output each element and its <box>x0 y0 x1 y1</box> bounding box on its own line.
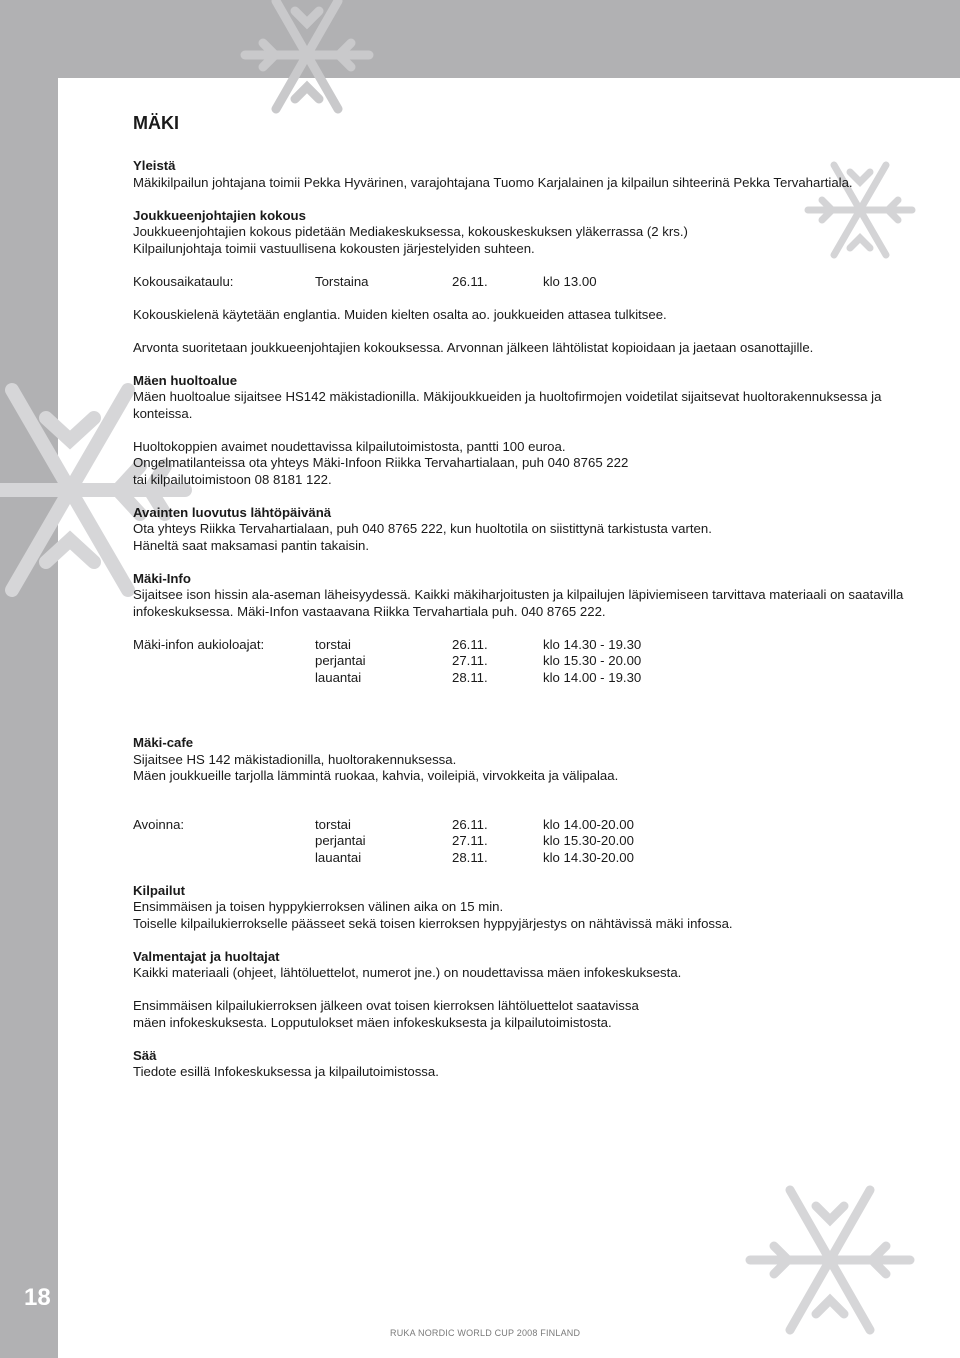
hours-time: klo 14.00 - 19.30 <box>543 669 642 685</box>
paragraph: Toiselle kilpailukierrokselle päässeet sekä toisen kierroksen hyppyjärjestys on nähtävissä mäki infossa. <box>133 915 733 931</box>
hours-day: torstai <box>315 816 351 832</box>
section-heading: Mäen huoltoalue <box>133 372 238 388</box>
section-heading: Sää <box>133 1047 157 1063</box>
schedule-date: 26.11. <box>452 273 488 289</box>
paragraph: Ota yhteys Riikka Tervahartialaan, puh 040 8765 222, kun huoltotila on siistittynä tarkistusta varten. <box>133 521 712 536</box>
paragraph: Kokouskielenä käytetään englantia. Muiden kielten osalta ao. joukkueiden attasea tulkitsee. <box>133 306 667 322</box>
schedule-label: Kokousaikataulu: <box>133 273 234 289</box>
language-note <box>133 307 913 324</box>
info-hours-table <box>133 637 913 687</box>
hours-day: lauantai <box>315 849 362 865</box>
paragraph: Häneltä saat maksamasi pantin takaisin. <box>133 537 370 553</box>
section-heading: Kilpailut <box>133 882 186 898</box>
hours-date: 26.11. <box>452 816 488 832</box>
section-heading: Yleistä <box>133 158 176 173</box>
section-saa <box>133 1048 913 1081</box>
section-yleista <box>133 158 913 191</box>
footer-text: RUKA NORDIC WORLD CUP 2008 FINLAND <box>390 1328 581 1338</box>
meeting-schedule <box>133 274 913 291</box>
table-row <box>133 670 913 687</box>
table-row <box>133 653 913 670</box>
section-kokous <box>133 208 913 258</box>
hours-day: perjantai <box>315 653 366 668</box>
section-makiinfo <box>133 571 913 621</box>
hours-day: lauantai <box>315 669 362 685</box>
section-avaimet <box>133 505 913 555</box>
table-row <box>133 817 913 834</box>
page-title: MÄKI <box>133 113 179 133</box>
hours-time: klo 14.30 - 19.30 <box>543 636 642 652</box>
hours-label: Mäki-infon aukioloajat: <box>133 636 265 652</box>
paragraph: Tiedote esillä Infokeskuksessa ja kilpailutoimistossa. <box>133 1064 439 1079</box>
hours-date: 27.11. <box>452 833 488 848</box>
paragraph: Kilpailunjohtaja toimii vastuullisena kokousten järjestelyiden suhteen. <box>133 240 535 256</box>
paragraph: Ongelmatilanteissa ota yhteys Mäki-Infoon Riikka Tervahartialaan, puh 040 8765 222 <box>133 455 629 470</box>
hours-date: 28.11. <box>452 849 488 865</box>
schedule-day: Torstaina <box>315 273 369 289</box>
draw-note <box>133 340 913 357</box>
section-heading: Joukkueenjohtajien kokous <box>133 207 306 223</box>
paragraph: Arvonta suoritetaan joukkueenjohtajien kokouksessa. Arvonnan jälkeen lähtölistat kopioidaan ja jaetaan osanottajille. <box>133 339 814 355</box>
paragraph: Huoltokoppien avaimet noudettavissa kilpailutoimistosta, pantti 100 euroa. <box>133 438 566 454</box>
hours-day: torstai <box>315 636 351 652</box>
section-heading: Mäki-cafe <box>133 735 194 750</box>
section-valmentajat <box>133 949 913 982</box>
keys-note <box>133 439 913 489</box>
section-kilpailut <box>133 883 913 933</box>
hours-day: perjantai <box>315 833 366 848</box>
hours-time: klo 15.30 - 20.00 <box>543 653 642 668</box>
section-heading: Avainten luovutus lähtöpäivänä <box>133 504 332 520</box>
cafe-hours-table <box>133 817 913 867</box>
section-heading: Valmentajat ja huoltajat <box>133 948 280 964</box>
paragraph: Mäen huoltoalue sijaitsee HS142 mäkistadionilla. Mäkijoukkueiden ja huoltofirmojen voidetilat sijaitsevat huoltorakennuksessa ja konteissa. <box>133 389 882 421</box>
page-number: 18 <box>24 1284 51 1311</box>
paragraph: Ensimmäisen kilpailukierroksen jälkeen ovat toisen kierroksen lähtöluettelot saatavissa <box>133 998 639 1013</box>
results-note <box>133 998 913 1031</box>
hours-date: 28.11. <box>452 669 488 685</box>
paragraph: mäen infokeskuksesta. Lopputulokset mäen infokeskuksesta ja kilpailutoimistosta. <box>133 1014 612 1030</box>
snowflake-icon <box>232 0 382 120</box>
table-row <box>133 637 913 654</box>
paragraph: tai kilpailutoimistoon 08 8181 122. <box>133 471 332 487</box>
paragraph: Mäen joukkueille tarjolla lämmintä ruokaa, kahvia, voileipiä, virvokkeita ja välipalaa. <box>133 768 619 783</box>
paragraph: Ensimmäisen ja toisen hyppykierroksen välinen aika on 15 min. <box>133 899 504 914</box>
paragraph: Joukkueenjohtajien kokous pidetään Mediakeskuksessa, kokouskeskuksen yläkerrassa (2 krs.) <box>133 224 688 239</box>
hours-label: Avoinna: <box>133 816 185 832</box>
hours-time: klo 14.30-20.00 <box>543 849 634 865</box>
main-content <box>133 112 913 1097</box>
paragraph: Mäkikilpailun johtajana toimii Pekka Hyvärinen, varajohtajana Tuomo Karjalainen ja kilpailun sihteerinä Pekka Tervahartiala. <box>133 174 853 190</box>
paragraph: Sijaitsee HS 142 mäkistadionilla, huoltorakennuksessa. <box>133 751 457 767</box>
hours-date: 26.11. <box>452 636 488 652</box>
hours-time: klo 15.30-20.00 <box>543 833 634 848</box>
schedule-time: klo 13.00 <box>543 273 597 289</box>
section-heading: Mäki-Info <box>133 570 191 586</box>
table-row <box>133 850 913 867</box>
section-makicafe <box>133 735 913 785</box>
section-huoltoalue <box>133 373 913 423</box>
hours-date: 27.11. <box>452 653 488 668</box>
snowflake-icon <box>740 1165 920 1355</box>
table-row <box>133 833 913 850</box>
hours-time: klo 14.00-20.00 <box>543 816 634 832</box>
paragraph: Sijaitsee ison hissin ala-aseman läheisyydessä. Kaikki mäkiharjoitusten ja kilpailujen läpiviemiseen tarvittava materiaali on saatavilla infokeskuksessa. Mäki-Infon vastaavana Riikka Tervahartiala puh. 040 8765 222. <box>133 587 904 619</box>
paragraph: Kaikki materiaali (ohjeet, lähtöluettelot, numerot jne.) on noudettavissa mäen infokeskuksesta. <box>133 965 682 980</box>
